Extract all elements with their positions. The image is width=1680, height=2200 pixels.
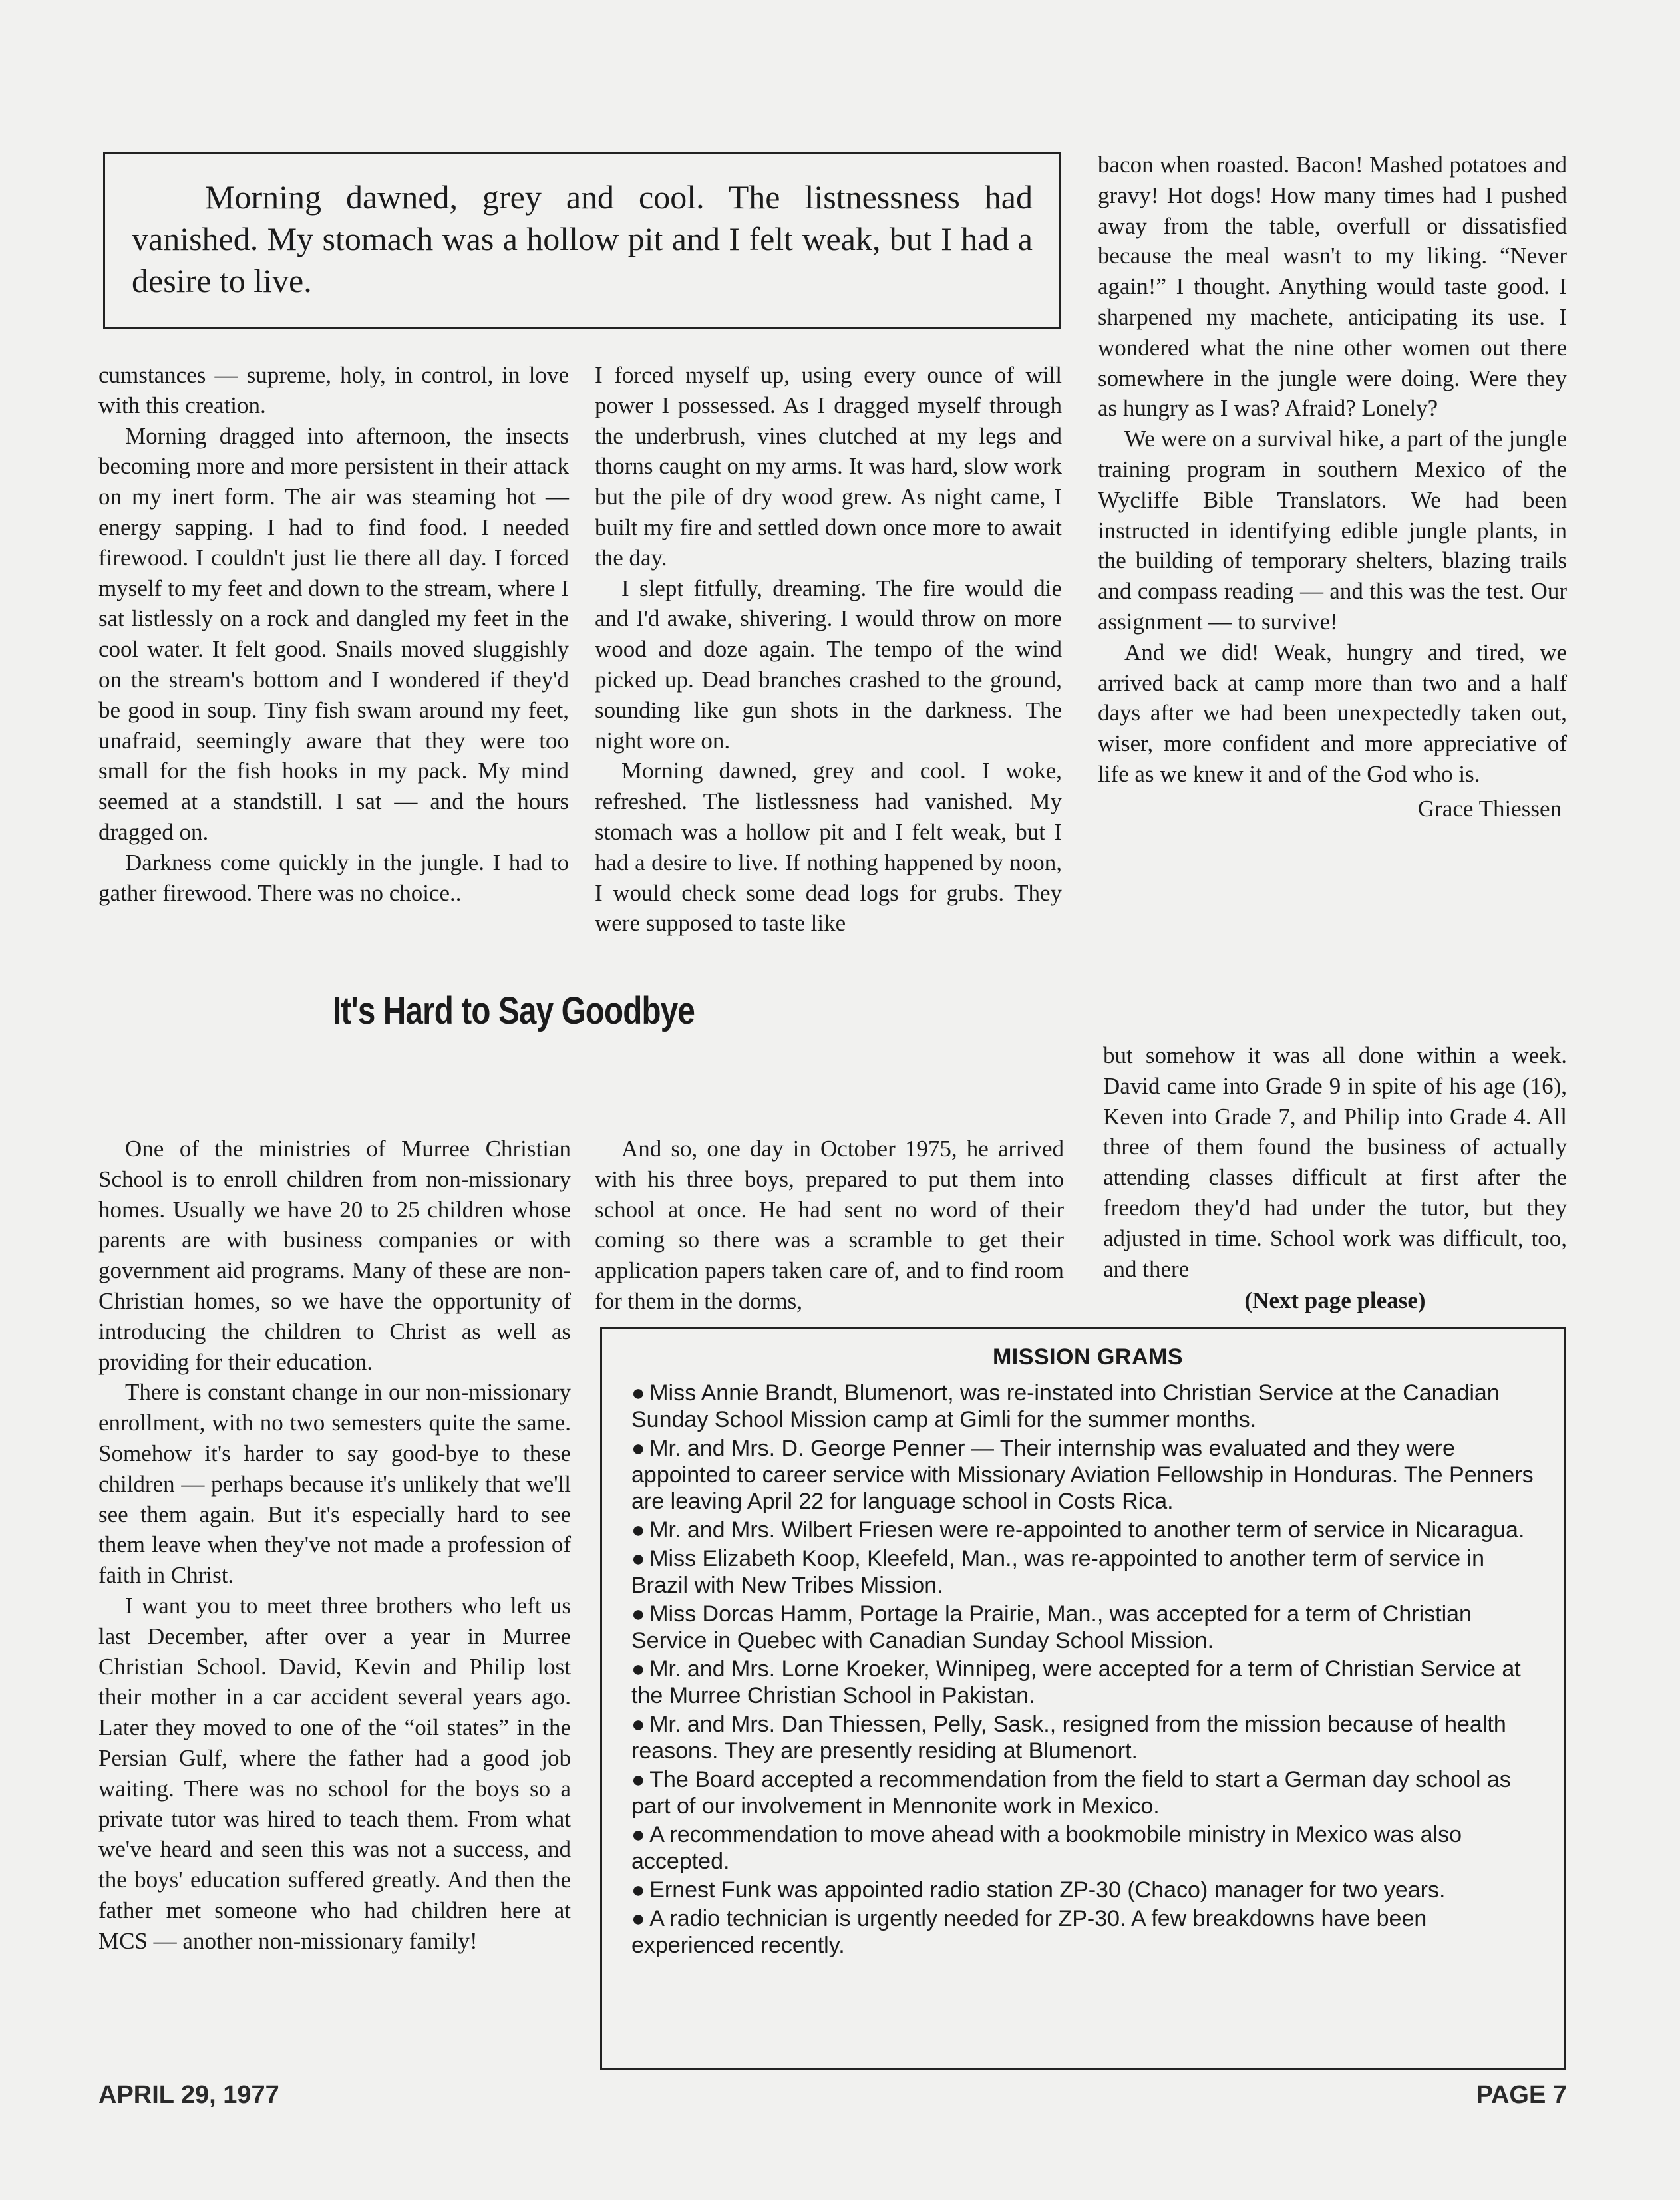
bullet-icon: ● [631,1380,645,1406]
mission-gram-text: Mr. and Mrs. D. George Penner — Their internship was evaluated and they were appointed to career service with Missionary Aviation Fellowship in Honduras. The Penners are leaving April 22 for language school in Costs Rica. [631,1436,1534,1514]
list-item [631,1601,1544,1654]
bullet-icon: ● [631,1822,645,1847]
bullet-icon: ● [631,1877,645,1903]
mission-gram-text: A recommendation to move ahead with a bookmobile ministry in Mexico was also accepted. [631,1822,1462,1874]
pull-quote-box [103,152,1061,329]
list-item [631,1435,1544,1515]
mission-grams-box [600,1327,1566,2070]
mission-gram-text: A radio technician is urgently needed for ZP-30. A few breakdowns have been experienced recently. [631,1906,1427,1958]
mission-gram-text: The Board accepted a recommendation from the field to start a German day school as part of our involvement in Mennonite work in Mexico. [631,1767,1511,1819]
story1-col3-para-3: And we did! Weak, hungry and tired, we arrived back at camp more than two and a half days after we had been unexpectedly taken out, wiser, more confident and more appreciative of life as we knew it and of the God who is. [1098,639,1567,787]
bullet-icon: ● [631,1546,645,1571]
story1-col2-para-3: Morning dawned, grey and cool. I woke, refreshed. The listlessness had vanished. My stomach was a hollow pit and I felt weak, but I had a desire to live. If nothing happened by noon, I would check some dead logs for grubs. They were supposed to taste like [595,758,1062,937]
list-item [631,1711,1544,1764]
story2-col2-para-1: And so, one day in October 1975, he arrived with his three boys, prepared to put them into school at once. He had sent no word of their coming so there was a scramble to get their application papers taken care of, and to find room for them in the dorms, [595,1136,1064,1314]
story1-column-2 [595,360,1062,939]
mission-gram-text: Miss Annie Brandt, Blumenort, was re-instated into Christian Service at the Canadian Sunday School Mission camp at Gimli for the summer months. [631,1380,1500,1432]
story1-col3-para-1: bacon when roasted. Bacon! Mashed potatoes and gravy! Hot dogs! How many times had I pushed away from the table, overfull or dissatisfied because the meal wasn't to my liking. “Never again!” I thought. Anything would taste good. I sharpened my machete, anticipating its use. I wondered what the nine other women out there somewhere in the jungle were doing. Were they as hungry as I was? Afraid? Lonely? [1098,152,1567,422]
story1-author: Grace Thiessen [1417,795,1562,822]
story1-column-3 [1098,150,1567,824]
bullet-icon: ● [631,1436,645,1461]
mission-gram-text: Ernest Funk was appointed radio station ZP-30 (Chaco) manager for two years. [649,1877,1446,1903]
mission-gram-text: Miss Elizabeth Koop, Kleefeld, Man., was re-appointed to another term of service in Brazil with New Tribes Mission. [631,1546,1485,1598]
mission-gram-text: Mr. and Mrs. Lorne Kroeker, Winnipeg, were accepted for a term of Christian Service at the Murree Christian School in Pakistan. [631,1656,1521,1708]
mission-gram-text: Mr. and Mrs. Wilbert Friesen were re-appointed to another term of service in Nicaragua. [649,1517,1525,1543]
next-page-note: (Next page please) [1244,1287,1426,1314]
story1-col3-para-2: We were on a survival hike, a part of the jungle training program in southern Mexico of the Wycliffe Bible Translators. We had been instructed in identifying edible jungle plants, in the building of temporary shelters, blazing trails and compass reading — and this was the test. Our assignment — to survive! [1098,426,1567,635]
story2-col3-para-1: but somehow it was all done within a week. David came into Grade 9 in spite of his age (16), Keven into Grade 7, and Philip into Grade 4. All three of them found the business of actually attending classes difficult at first after the freedom they'd had under the tutor, but they adjusted in time. School work was difficult, too, and there [1103,1042,1567,1282]
story1-col1-para-2: Morning dragged into afternoon, the insects becoming more and more persistent in their attack on my inert form. The air was steaming hot — energy sapping. I had to find food. I needed firewood. I couldn't just lie there all day. I forced myself to my feet and down to the stream, where I sat listlessly on a rock and dangled my feet in the cool water. It felt good. Snails moved sluggishly on the stream's bottom and I wondered if they'd be good in soup. Tiny fish swam around my feet, unafraid, seemingly aware that they were too small for the fish hooks in my pack. My mind seemed at a standstill. I sat — and the hours dragged on. [98,422,569,845]
bullet-icon: ● [631,1656,645,1682]
mission-gram-text: Mr. and Mrs. Dan Thiessen, Pelly, Sask., resigned from the mission because of health reasons. They are presently residing at Blumenort. [631,1712,1506,1764]
story1-col2-para-2: I slept fitfully, dreaming. The fire would die and I'd awake, shivering. I would throw on more wood and doze again. The tempo of the wind picked up. Dead branches crashed to the ground, sounding like gun shots in the darkness. The night wore on. [595,575,1062,754]
story1-col1-para-1: cumstances — supreme, holy, in control, in love with this creation. [98,362,569,418]
list-item [631,1517,1544,1543]
footer-date: APRIL 29, 1977 [98,2081,279,2109]
story2-headline: It's Hard to Say Goodbye [333,989,695,1032]
pull-quote-text: Morning dawned, grey and cool. The listnessness had vanished. My stomach was a hollow pit and I felt weak, but I had a desire to live. [132,178,1033,299]
bullet-icon: ● [631,1767,645,1792]
story2-col1-para-3: I want you to meet three brothers who left us last December, after over a year in Murree Christian School. David, Kevin and Philip lost their mother in a car accident several years ago. Later they moved to one of the “oil states” in the Persian Gulf, where the father had a good job waiting. There was no school for the boys so a private tutor was hired to teach them. From what we've heard and seen this was not a success, and the boys' education suffered greatly. And then the father met someone who had children here at MCS — another non-missionary family! [98,1592,571,1954]
story2-column-1 [98,1134,571,1957]
story2-column-3 [1103,1040,1567,1316]
bullet-icon: ● [631,1517,645,1543]
bullet-icon: ● [631,1712,645,1737]
footer-page-number: PAGE 7 [1476,2081,1567,2109]
list-item [631,1656,1544,1709]
story1-column-1 [98,360,569,908]
mission-grams-list [631,1380,1544,1959]
list-item [631,1905,1544,1959]
list-item [631,1877,1544,1903]
story2-col1-para-2: There is constant change in our non-missionary enrollment, with no two semesters quite the same. Somehow it's harder to say good-bye to these children — perhaps because it's unlikely that we'll see them again. But it's especially hard to see them leave when they've not made a profession of faith in Christ. [98,1379,571,1589]
list-item [631,1380,1544,1433]
bullet-icon: ● [631,1906,645,1931]
list-item [631,1821,1544,1875]
list-item [631,1766,1544,1819]
mission-grams-title: MISSION GRAMS [992,1344,1184,1370]
story2-column-2 [595,1134,1064,1317]
list-item [631,1545,1544,1599]
bullet-icon: ● [631,1601,645,1627]
story2-col1-para-1: One of the ministries of Murree Christian School is to enroll children from non-missionary homes. Usually we have 20 to 25 children whose parents are with business companies or with government aid programs. Many of these are non-Christian homes, so we have the opportunity of introducing the children to Christ as well as providing for their education. [98,1136,571,1375]
story1-col2-para-1: I forced myself up, using every ounce of will power I possessed. As I dragged myself through the underbrush, vines clutched at my legs and thorns caught on my arms. It was hard, slow work but the pile of dry wood grew. As night came, I built my fire and settled down once more to await the day. [595,362,1062,571]
mission-gram-text: Miss Dorcas Hamm, Portage la Prairie, Man., was accepted for a term of Christian Service in Quebec with Canadian Sunday School Mission. [631,1601,1472,1653]
story1-col1-para-3: Darkness come quickly in the jungle. I had to gather firewood. There was no choice.. [98,849,569,906]
